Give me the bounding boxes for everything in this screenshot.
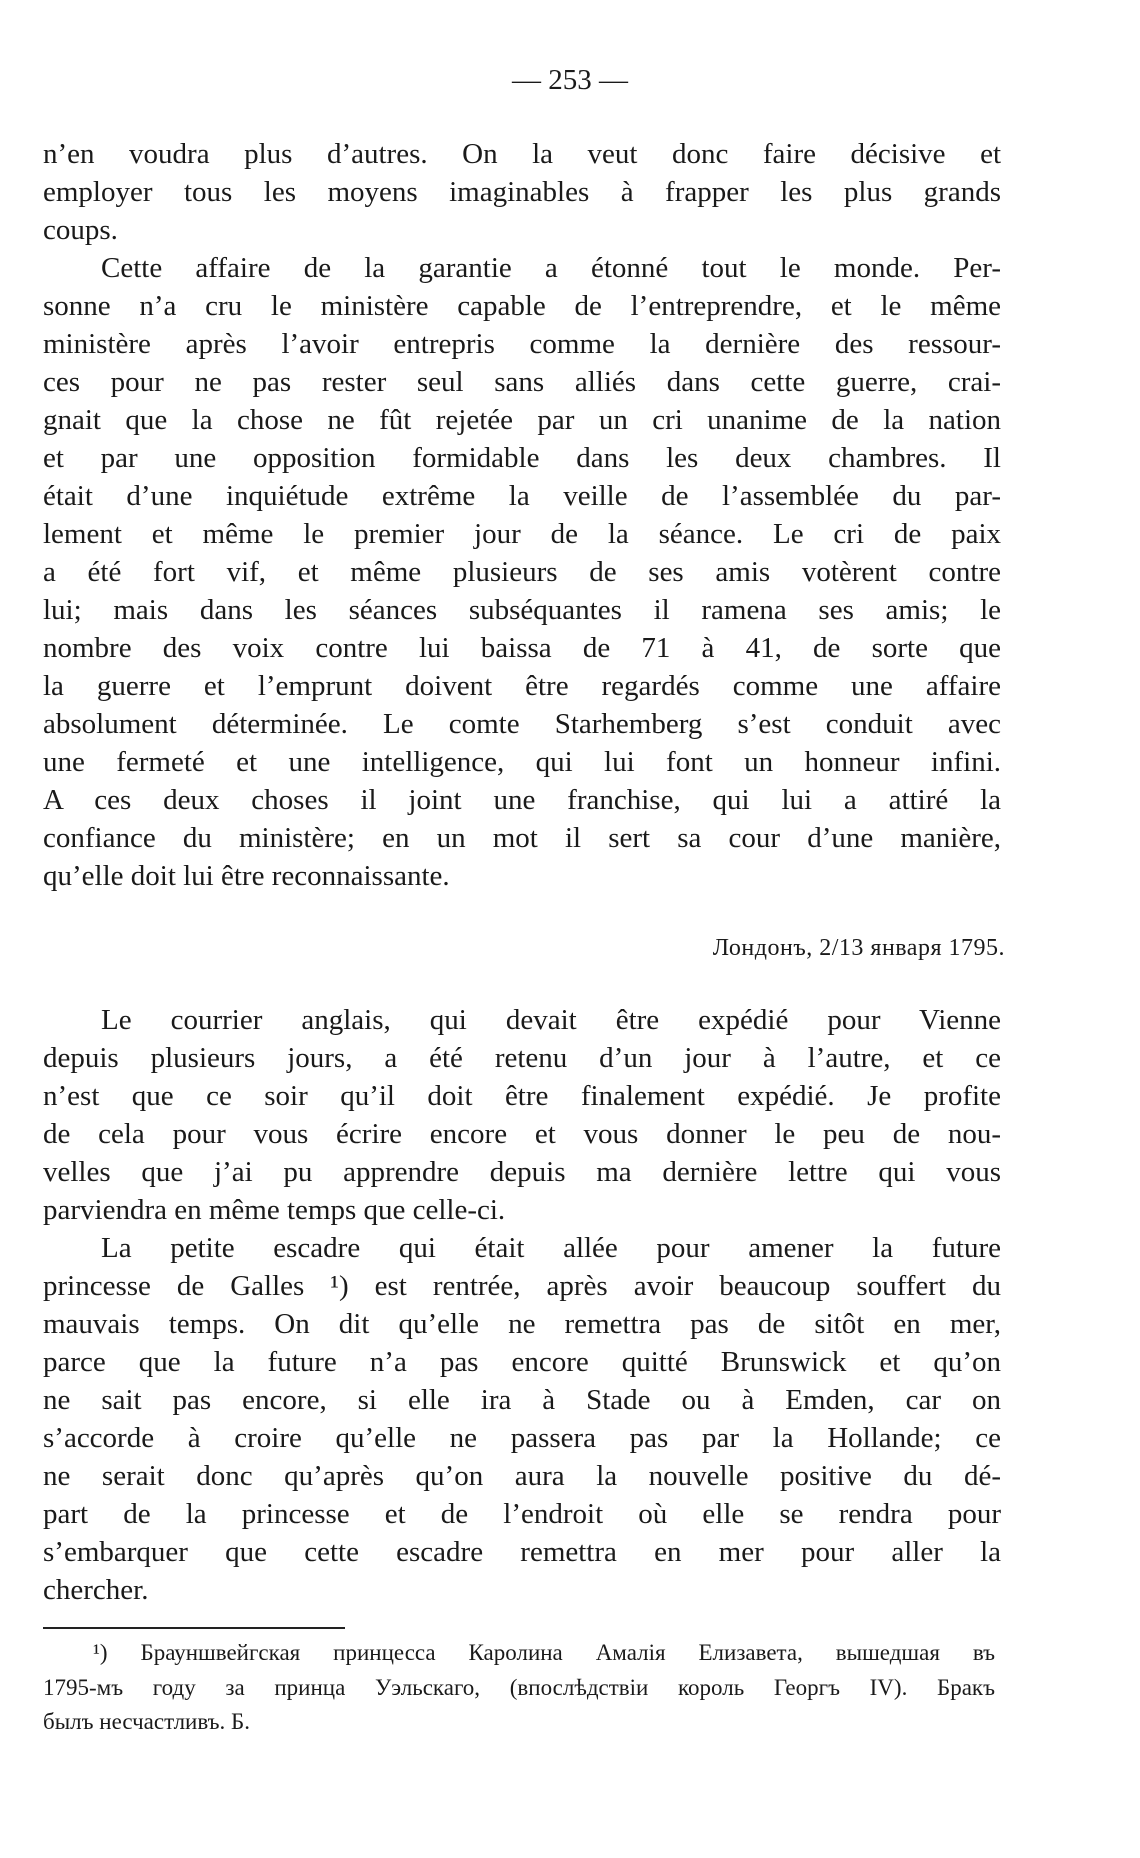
text-line: de cela pour vous écrire encore et vous donner le peu de nou- xyxy=(43,1118,1001,1150)
text-line: coups. xyxy=(43,214,118,246)
text-line: chercher. xyxy=(43,1574,149,1606)
text-line: s’embarquer que cette escadre remettra en mer pour aller la xyxy=(43,1536,1001,1568)
body-text-top xyxy=(43,135,1001,895)
text-line: былъ несчастливъ. Б. xyxy=(43,1709,250,1734)
page-number: — 253 — xyxy=(512,64,628,96)
text-line: gnait que la chose ne fût rejetée par un cri unanime de la nation xyxy=(43,404,1001,436)
text-line: mauvais temps. On dit qu’elle ne remettra pas de sitôt en mer, xyxy=(43,1308,1001,1340)
text-line: qu’elle doit lui être reconnaissante. xyxy=(43,860,450,892)
text-line: employer tous les moyens imaginables à frapper les plus grands xyxy=(43,176,1001,208)
text-line: confiance du ministère; en un mot il sert sa cour d’une manière, xyxy=(43,822,1001,854)
text-line: la guerre et l’emprunt doivent être regardés comme une affaire xyxy=(43,670,1001,702)
text-line: n’est que ce soir qu’il doit être finalement expédié. Je profite xyxy=(43,1080,1001,1112)
text-line: nombre des voix contre lui baissa de 71 à 41, de sorte que xyxy=(43,632,1001,664)
text-line: n’en voudra plus d’autres. On la veut donc faire décisive et xyxy=(43,138,1001,170)
text-line: 1795-мъ году за принца Уэльскаго, (впослѣдствіи король Георгъ IV). Бракъ xyxy=(43,1674,995,1700)
dateline: Лондонъ, 2/13 января 1795. xyxy=(712,935,1005,961)
text-line: velles que j’ai pu apprendre depuis ma dernière lettre qui vous xyxy=(43,1156,1001,1188)
text-line: s’accorde à croire qu’elle ne passera pas par la Hollande; ce xyxy=(43,1422,1001,1454)
text-line: absolument déterminée. Le comte Starhemberg s’est conduit avec xyxy=(43,708,1001,740)
body-text-bottom xyxy=(43,1001,1001,1609)
text-line: La petite escadre qui était allée pour amener la future xyxy=(101,1232,1001,1264)
text-line: Le courrier anglais, qui devait être expédié pour Vienne xyxy=(101,1004,1001,1036)
text-line: parviendra en même temps que celle-ci. xyxy=(43,1194,506,1226)
text-line: et par une opposition formidable dans les deux chambres. Il xyxy=(43,442,1001,474)
text-line: ne serait donc qu’après qu’on aura la nouvelle positive du dé- xyxy=(43,1460,1001,1492)
text-line: était d’une inquiétude extrême la veille de l’assemblée du par- xyxy=(43,480,1001,512)
text-line: A ces deux choses il joint une franchise, qui lui a attiré la xyxy=(43,784,1001,816)
text-line: ces pour ne pas rester seul sans alliés dans cette guerre, crai- xyxy=(43,366,1001,398)
footnote xyxy=(43,1636,995,1740)
text-line: ¹) Брауншвейгская принцесса Каролина Амалія Елизавета, вышедшая въ xyxy=(93,1640,995,1665)
text-line: princesse de Galles ¹) est rentrée, après avoir beaucoup souffert du xyxy=(43,1270,1001,1302)
text-line: part de la princesse et de l’endroit où elle se rendra pour xyxy=(43,1498,1001,1530)
text-line: ne sait pas encore, si elle ira à Stade ou à Emden, car on xyxy=(43,1384,1001,1416)
text-line: sonne n’a cru le ministère capable de l’entreprendre, et le même xyxy=(43,290,1001,322)
text-line: lement et même le premier jour de la séance. Le cri de paix xyxy=(43,518,1001,550)
text-line: ministère après l’avoir entrepris comme la dernière des ressour- xyxy=(43,328,1001,360)
text-line: lui; mais dans les séances subséquantes il ramena ses amis; le xyxy=(43,594,1001,626)
text-line: parce que la future n’a pas encore quitté Brunswick et qu’on xyxy=(43,1346,1001,1378)
text-line: depuis plusieurs jours, a été retenu d’un jour à l’autre, et ce xyxy=(43,1042,1001,1074)
text-line: a été fort vif, et même plusieurs de ses amis votèrent contre xyxy=(43,556,1001,588)
text-line: une fermeté et une intelligence, qui lui font un honneur infini. xyxy=(43,746,1001,778)
text-line: Cette affaire de la garantie a étonné tout le monde. Per- xyxy=(101,252,1001,284)
footnote-divider xyxy=(43,1627,345,1629)
